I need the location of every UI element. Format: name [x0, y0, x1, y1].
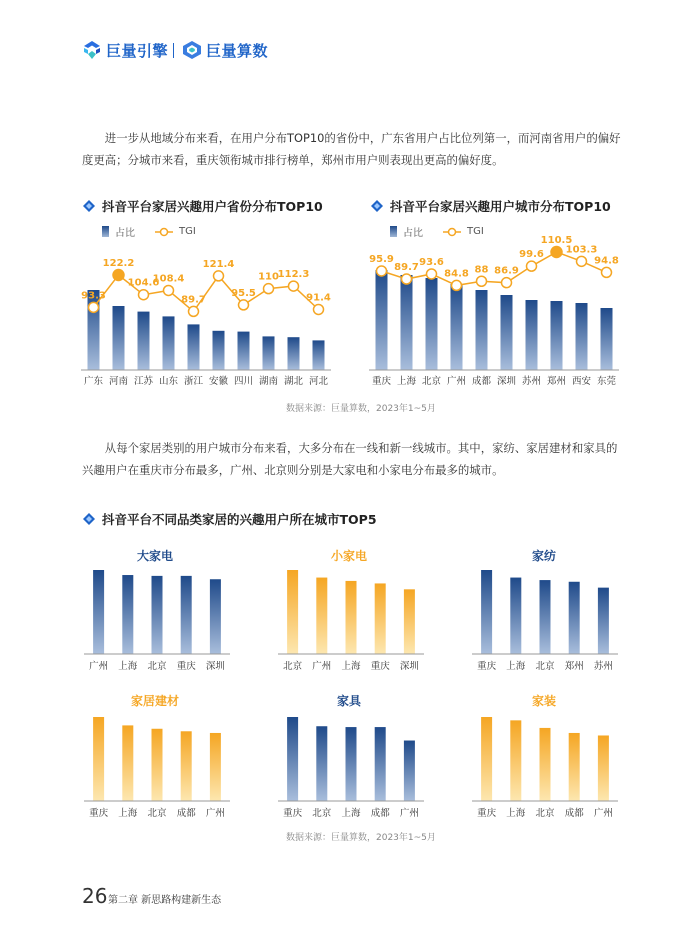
category-label: 河南	[108, 376, 129, 387]
category-label: 重庆	[371, 376, 392, 387]
tgi-value-label: 91.4	[306, 292, 331, 304]
city-chart	[364, 228, 626, 395]
source-note-1: 数据来源：巨量算数，2023年1~5月	[286, 404, 436, 414]
category-bar	[540, 728, 551, 801]
category-label: 山东	[158, 376, 179, 387]
brand-ocean-engine-arithmetic	[182, 38, 268, 62]
category-bar	[210, 579, 221, 654]
category-label: 广州	[312, 661, 332, 672]
small-chart-title-small-appliances: 小家电	[330, 549, 367, 563]
category-bar	[598, 588, 609, 654]
category-bar	[481, 717, 492, 801]
category-label: 西安	[571, 376, 592, 387]
tgi-value-label: 122.2	[102, 258, 135, 269]
category-bar	[122, 725, 133, 801]
header-divider	[173, 43, 174, 58]
legend-province	[102, 224, 196, 239]
tgi-value-label: 93.3	[81, 290, 106, 302]
category-label: 上海	[506, 661, 526, 672]
tgi-value-label: 99.6	[519, 249, 544, 261]
chapter-label: 第二章 新思路构建新生态	[108, 895, 222, 906]
tgi-value-label: 103.3	[565, 244, 598, 256]
legend-line-icon	[155, 227, 173, 237]
category-label: 安徽	[208, 376, 229, 387]
category-label: 四川	[233, 376, 254, 387]
tgi-point	[427, 269, 437, 279]
tgi-value-label: 88	[474, 264, 489, 276]
tgi-point	[377, 266, 387, 276]
small-chart-title-decoration: 家装	[531, 694, 556, 708]
share-bar	[476, 290, 488, 370]
category-bar	[181, 576, 192, 654]
category-label: 上海	[341, 661, 361, 672]
tgi-point	[164, 285, 174, 295]
category-label: 上海	[506, 808, 526, 819]
tgi-point	[214, 271, 224, 281]
legend-line-label: TGI	[179, 226, 196, 237]
category-label: 成都	[471, 376, 492, 387]
diamond-bullet-icon	[82, 512, 96, 526]
tgi-point	[502, 278, 512, 288]
tgi-point	[402, 274, 412, 284]
small-chart-title-furniture: 家具	[336, 694, 361, 708]
category-label: 深圳	[205, 661, 225, 672]
category-bar	[569, 733, 580, 801]
share-bar	[238, 332, 250, 370]
tgi-point	[527, 261, 537, 271]
category-bar	[152, 576, 163, 654]
category-label: 广州	[593, 808, 613, 819]
category-bar	[93, 570, 104, 654]
category-label: 上海	[341, 808, 361, 819]
category-bar	[404, 741, 415, 801]
category-label: 江苏	[133, 376, 154, 387]
category-label: 广东	[83, 376, 104, 387]
tgi-point	[289, 281, 299, 291]
tgi-value-label: 110.5	[540, 235, 573, 246]
brand2-label: 巨量算数	[206, 41, 269, 60]
tgi-value-label: 95.9	[369, 253, 394, 265]
tgi-point	[113, 270, 124, 281]
category-bar	[346, 727, 357, 801]
small-chart-small-appliances	[276, 566, 426, 676]
share-bar	[601, 308, 613, 370]
category-label: 重庆	[283, 808, 303, 819]
tgi-value-label: 93.6	[419, 256, 444, 268]
province-chart	[76, 245, 336, 395]
category-label: 郑州	[546, 376, 567, 387]
category-label: 深圳	[496, 376, 517, 387]
diamond-bullet-icon	[370, 199, 384, 213]
category-label: 深圳	[399, 661, 419, 672]
legend-bar-swatch	[102, 226, 109, 237]
share-bar	[263, 336, 275, 370]
tgi-point	[89, 302, 99, 312]
share-bar	[551, 301, 563, 370]
category-label: 浙江	[183, 376, 204, 387]
category-label: 重庆	[176, 661, 196, 672]
share-bar	[213, 331, 225, 370]
share-bar	[163, 316, 175, 370]
small-chart-title-building-materials: 家居建材	[130, 694, 179, 708]
intro-paragraph-1: 进一步从地域分布来看，在用户分布TOP10的省份中，广东省用户占比位列第一，而河南省用户的偏好度更高；分城市来看，重庆领衔城市排行榜单，郑州市用户则表现出更高的偏好度。	[82, 131, 621, 167]
small-chart-furniture	[276, 713, 426, 823]
share-bar	[138, 312, 150, 370]
brand1-label: 巨量引擎	[106, 41, 169, 60]
tgi-point	[239, 300, 249, 310]
share-bar	[526, 300, 538, 370]
category-label: 重庆	[370, 661, 390, 672]
tgi-point	[314, 304, 324, 314]
small-chart-appliances	[82, 566, 232, 676]
tgi-point	[577, 256, 587, 266]
tgi-point	[452, 280, 462, 290]
category-bar	[181, 731, 192, 801]
legend-bar-label: 占比	[115, 228, 135, 239]
category-bar	[481, 570, 492, 654]
tgi-value-label: 89.7	[181, 294, 206, 306]
share-bar	[376, 270, 388, 370]
category-bar	[598, 735, 609, 801]
tgi-value-label: 86.9	[494, 265, 519, 277]
tgi-point	[139, 290, 149, 300]
chart-title-province-text: 抖音平台家居兴趣用户省份分布TOP10	[102, 199, 323, 214]
share-bar	[288, 337, 300, 370]
share-bar	[313, 340, 325, 370]
tgi-point	[264, 284, 274, 294]
category-label: 北京	[312, 808, 332, 819]
category-bar	[287, 717, 298, 801]
category-label: 东莞	[596, 376, 617, 387]
category-label: 北京	[421, 376, 442, 387]
tgi-value-label: 94.8	[594, 255, 619, 267]
section-title-text: 抖音平台不同品类家居的兴趣用户所在城市TOP5	[102, 512, 377, 527]
category-bar	[569, 582, 580, 654]
category-label: 北京	[283, 661, 303, 672]
legend-line-label: TGI	[467, 226, 484, 237]
share-bar	[576, 303, 588, 370]
tgi-value-label: 84.8	[444, 268, 469, 280]
category-label: 北京	[147, 808, 167, 819]
category-bar	[287, 570, 298, 654]
tgi-value-label: 89.7	[394, 262, 419, 274]
tgi-value-label: 121.4	[202, 258, 235, 270]
category-label: 苏州	[521, 376, 542, 387]
category-label: 北京	[535, 808, 555, 819]
category-label: 广州	[399, 808, 419, 819]
category-label: 上海	[118, 808, 138, 819]
category-bar	[316, 726, 327, 801]
category-label: 北京	[535, 661, 555, 672]
category-label: 上海	[396, 376, 417, 387]
category-label: 郑州	[564, 661, 584, 672]
small-chart-building-materials	[82, 713, 232, 823]
page-number: 26	[82, 884, 108, 908]
category-label: 广州	[446, 376, 467, 387]
tgi-value-label: 110	[258, 271, 279, 283]
category-bar	[375, 727, 386, 801]
chart-title-city	[370, 197, 611, 215]
category-bar	[375, 583, 386, 654]
category-bar	[93, 717, 104, 801]
category-label: 重庆	[477, 808, 497, 819]
intro-paragraph-2: 从每个家居类别的用户城市分布来看，大多分布在一线和新一线城市。其中，家纺、家居建材和家具的兴趣用户在重庆市分布最多，广州、北京则分别是大家电和小家电分布最多的城市。	[82, 441, 618, 477]
category-label: 成都	[176, 808, 196, 819]
category-bar	[210, 733, 221, 801]
share-bar	[451, 284, 463, 370]
category-bar	[510, 720, 521, 801]
category-label: 重庆	[89, 808, 109, 819]
category-label: 湖南	[258, 376, 279, 387]
tgi-value-label: 108.4	[152, 273, 185, 285]
small-chart-title-appliances: 大家电	[136, 549, 173, 563]
share-bar	[426, 278, 438, 370]
tgi-point	[602, 267, 612, 277]
category-bar	[404, 589, 415, 654]
share-bar	[113, 306, 125, 370]
category-bar	[346, 581, 357, 654]
tgi-point	[477, 276, 487, 286]
category-label: 成都	[564, 808, 584, 819]
legend-bar-label: 占比	[403, 228, 423, 239]
ocean-engine-logo-icon	[82, 40, 102, 60]
category-label: 重庆	[477, 661, 497, 672]
diamond-bullet-icon	[82, 199, 96, 213]
category-label: 北京	[147, 661, 167, 672]
category-bar	[510, 578, 521, 654]
small-chart-title-textiles: 家纺	[531, 549, 556, 563]
arithmetic-logo-icon	[182, 40, 202, 60]
category-label: 广州	[89, 661, 109, 672]
tgi-value-label: 95.5	[231, 287, 256, 299]
category-label: 苏州	[593, 661, 613, 672]
tgi-value-label: 112.3	[277, 269, 310, 281]
category-bar	[152, 729, 163, 801]
category-label: 上海	[118, 661, 138, 672]
chart-title-city-text: 抖音平台家居兴趣用户城市分布TOP10	[390, 199, 611, 214]
small-chart-textiles	[470, 566, 620, 676]
tgi-point	[551, 247, 562, 258]
category-label: 河北	[308, 376, 329, 387]
share-bar	[501, 295, 513, 370]
category-bar	[122, 575, 133, 654]
section-title-top5	[82, 510, 377, 528]
small-chart-decoration	[470, 713, 620, 823]
tgi-value-label: 104.6	[127, 277, 160, 289]
share-bar	[401, 275, 413, 370]
tgi-point	[189, 306, 199, 316]
category-bar	[540, 580, 551, 654]
brand-ocean-engine	[82, 38, 168, 62]
category-label: 广州	[205, 808, 225, 819]
header	[82, 38, 382, 62]
category-label: 成都	[370, 808, 390, 819]
share-bar	[188, 324, 200, 370]
chart-title-province	[82, 197, 323, 215]
category-bar	[316, 578, 327, 654]
category-label: 湖北	[283, 376, 304, 387]
source-note-2: 数据来源：巨量算数，2023年1~5月	[286, 833, 436, 843]
